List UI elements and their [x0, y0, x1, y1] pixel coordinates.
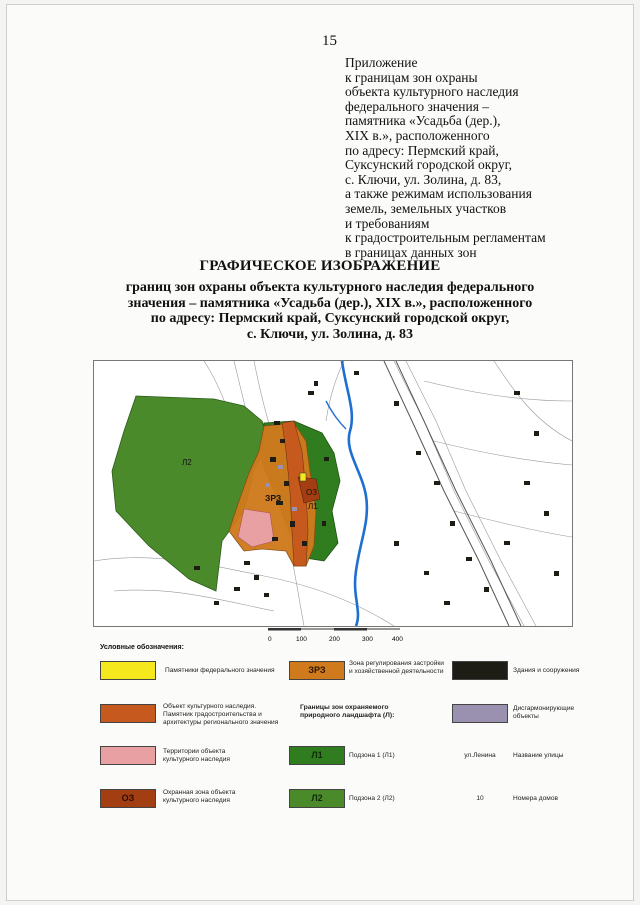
appendix-line: к градостроительным регламентам [345, 230, 546, 246]
legend-label-regional-object: Объект культурного наследия. Памятник градостроительства и архитектуры регионального значения [163, 703, 279, 726]
legend-sample-street: ул.Ленина [464, 752, 496, 759]
legend-label-protection-zone: Охранная зона объекта культурного наследия [163, 789, 236, 804]
legend-swatch-l1: Л1 [289, 746, 345, 765]
scale-tick: 0 [268, 636, 272, 643]
river-branch [326, 401, 346, 429]
label-l1: Л1 [308, 502, 318, 511]
subtitle-line: границ зон охраны объекта культурного наследия федерального [125, 280, 535, 295]
appendix-note [345, 56, 595, 260]
legend-swatch-zrz: ЗРЗ [289, 661, 345, 680]
legend-label-l2: Подзона 2 (Л2) [349, 795, 395, 802]
appendix-line: XIX в.», расположенного [345, 127, 490, 143]
legend-swatch-buildings [452, 661, 508, 680]
scale-tick: 100 [296, 636, 307, 643]
legend-title: Условные обозначения: [100, 644, 184, 651]
label-oz: ОЗ [306, 488, 318, 497]
label-zrz: ЗРЗ [265, 493, 282, 503]
legend-swatch-heritage-territory [100, 746, 156, 765]
appendix-line: в границах данных зон [345, 244, 477, 260]
scale-tick: 300 [362, 636, 373, 643]
legend-swatch-federal-monument [100, 661, 156, 680]
legend-swatch-protection-zone: ОЗ [100, 789, 156, 808]
appendix-line: с. Ключи, ул. Золина, д. 83, [345, 171, 502, 187]
appendix-line: Приложение [345, 55, 418, 70]
scale-segment [268, 628, 301, 631]
map-panel[interactable] [93, 360, 573, 627]
appendix-line: а также режимам использования [345, 186, 532, 202]
legend-swatch-l2: Л2 [289, 789, 345, 808]
subtitle-line: значения – памятника «Усадьба (дер.), XIX в.», расположенного [127, 295, 533, 311]
legend-swatch-disharmonious [452, 704, 508, 723]
legend-sample-house-number: 10 [476, 795, 484, 802]
legend-label-buildings: Здания и сооружения [513, 667, 580, 674]
legend-label-street-names: Название улицы [513, 752, 564, 759]
appendix-line: к границам зон охраны [345, 69, 478, 85]
legend-label-l1: Подзона 1 (Л1) [349, 752, 395, 759]
river [342, 361, 367, 626]
document-subtitle [60, 280, 600, 342]
subtitle-line: по адресу: Пермский край, Суксунский городской округ, [150, 311, 510, 326]
appendix-line: памятника «Усадьба (дер.), [345, 113, 501, 129]
legend-heading-landscape: Границы зон охраняемого природного ландшафта (Л): [300, 704, 395, 719]
subtitle-line: с. Ключи, ул. Золина, д. 83 [246, 326, 414, 342]
appendix-line: объекта культурного наследия [345, 84, 519, 100]
legend-label-house-numbers: Номера домов [513, 795, 559, 802]
scale-tick: 400 [392, 636, 403, 643]
legend-label-heritage-territory: Территории объекта культурного наследия [163, 748, 231, 763]
scale-segment [334, 628, 367, 631]
federal-monument[interactable] [300, 473, 306, 481]
legend-label-federal-monument: Памятники федерального значения [165, 667, 275, 674]
appendix-line: и требованиям [345, 215, 430, 231]
map-canvas[interactable] [94, 361, 572, 626]
document-title: ГРАФИЧЕСКОЕ ИЗОБРАЖЕНИЕ [199, 258, 441, 274]
legend-swatch-regional-object [100, 704, 156, 723]
appendix-line: Суксунский городской округ, [345, 157, 512, 173]
appendix-line: федерального значения – [345, 98, 490, 114]
main-road [384, 361, 521, 626]
legend-label-zrz: Зона регулирования застройки и хозяйственной деятельности [349, 660, 444, 675]
appendix-line: по адресу: Пермский край, [345, 142, 499, 158]
appendix-line: земель, земельных участков [345, 200, 507, 216]
label-l2: Л2 [182, 458, 192, 467]
page-number: 15 [322, 33, 337, 49]
legend-label-disharmonious: Дисгармонирующие объекты [513, 705, 575, 720]
scale-bar [268, 625, 404, 645]
scale-tick: 200 [329, 636, 340, 643]
